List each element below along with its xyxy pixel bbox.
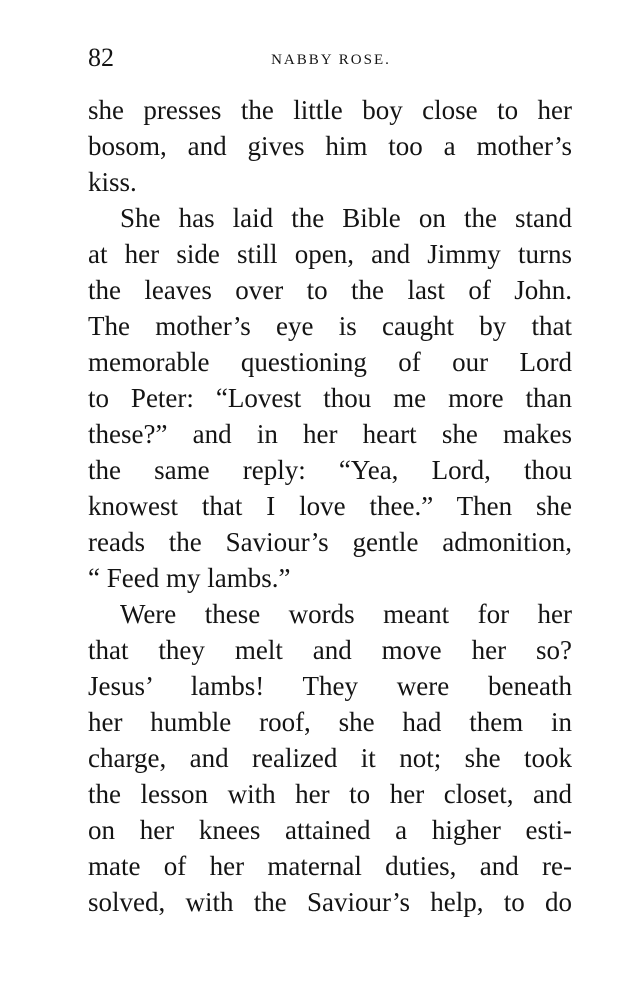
body-text [88,92,572,920]
text-line: mate of her maternal duties, and re- [88,851,572,881]
paragraph [88,92,572,200]
text-line: these?” and in her heart she makes [88,419,572,449]
text-line: memorable questioning of our Lord [88,347,572,377]
text-line: to Peter: “Lovest thou me more than [88,383,572,413]
text-line: on her knees attained a higher esti- [88,815,572,845]
text-line: that they melt and move her so? [88,635,572,665]
text-line: bosom, and gives him too a mother’s [88,131,572,161]
text-line: Were these words meant for her [120,599,572,629]
paragraph [88,200,572,596]
running-title: NABBY ROSE. [271,52,391,68]
text-line: charge, and realized it not; she took [88,743,572,773]
text-line: The mother’s eye is caught by that [88,311,572,341]
text-line: at her side still open, and Jimmy turns [88,239,572,269]
paragraph [88,596,572,920]
text-line: knowest that I love thee.” Then she [88,491,572,521]
text-line: she presses the little boy close to her [88,95,572,125]
text-line: “ Feed my lambs.” [88,563,291,593]
text-line: the lesson with her to her closet, and [88,779,572,809]
text-line: Jesus’ lambs! They were beneath [88,671,572,701]
text-line: reads the Saviour’s gentle admonition, [88,527,572,557]
text-line: the leaves over to the last of John. [88,275,572,305]
page-header [88,40,574,76]
text-line: She has laid the Bible on the stand [120,203,572,233]
text-line: her humble roof, she had them in [88,707,572,737]
page-number: 82 [88,43,114,72]
text-line: the same reply: “Yea, Lord, thou [88,455,572,485]
text-line: kiss. [88,167,137,197]
text-line: solved, with the Saviour’s help, to do [88,887,572,917]
